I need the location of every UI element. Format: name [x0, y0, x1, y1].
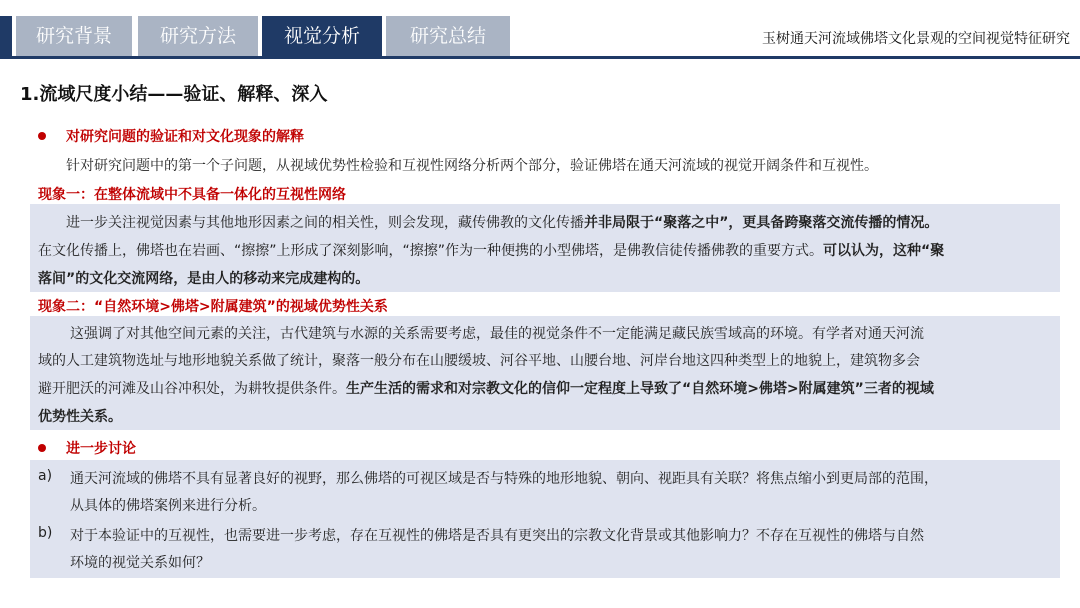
tab-visual-analysis[interactable]: 视觉分析 [262, 16, 382, 56]
phenomenon1-line3: 落间”的文化交流网络，是由人的移动来完成建构的。 [38, 271, 370, 287]
phenomenon2-line1: 这强调了对其他空间元素的关注，古代建筑与水源的关系需要考虑，最佳的视觉条件不一定能满足藏民族雪域高的环境。有学者对通天河流 [70, 326, 924, 342]
phenomenon2-line4: 优势性关系。 [38, 409, 122, 425]
tab-research-summary[interactable]: 研究总结 [386, 16, 510, 56]
phenomenon2-line2: 域的人工建筑物选址与地形地貌关系做了统计，聚落一般分布在山腰缓坡、河谷平地、山腰台地、河岸台地这四种类型上的地貌上，建筑物多会 [38, 353, 920, 369]
section2-heading [38, 438, 136, 458]
phenomenon2-heading: 现象二：“自然环境>佛塔>附属建筑”的视域优势性关系 [38, 299, 388, 315]
bullet-dot-icon [38, 132, 46, 140]
page-title: 1.流域尺度小结——验证、解释、深入 [20, 84, 328, 105]
question-a-label: a) [38, 468, 53, 484]
question-b-line2: 环境的视觉关系如何？ [70, 555, 210, 571]
header-bar [0, 0, 1080, 58]
question-a-line2: 从具体的佛塔案例来进行分析。 [70, 498, 266, 514]
phenomenon1-line2 [38, 240, 944, 260]
question-b-label: b) [38, 525, 53, 541]
phenomenon1-line2-bold: 可以认为，这种“聚 [823, 243, 945, 259]
header-accent [0, 16, 12, 56]
discussion-panel [30, 460, 1060, 578]
phenomenon2-line3-bold: 生产生活的需求和对宗教文化的信仰一定程度上导致了“自然环境>佛塔>附属建筑”三者的视域 [346, 381, 934, 397]
phenomenon2-panel [30, 316, 1060, 430]
section1-intro: 针对研究问题中的第一个子问题，从视域优势性检验和互视性网络分析两个部分，验证佛塔在通天河流域的视觉开阔条件和互视性。 [66, 158, 878, 174]
phenomenon1-line1-text: 进一步关注视觉因素与其他地形因素之间的相关性，则会发现，藏传佛教的文化传播 [66, 215, 584, 231]
phenomenon2-line3 [38, 378, 934, 398]
tab-research-background[interactable]: 研究背景 [16, 16, 132, 56]
question-b-line1: 对于本验证中的互视性，也需要进一步考虑，存在互视性的佛塔是否具有更突出的宗教文化背景或其他影响力？不存在互视性的佛塔与自然 [70, 528, 924, 544]
phenomenon1-heading: 现象一：在整体流域中不具备一体化的互视性网络 [38, 187, 346, 203]
phenomenon1-line2-text: 在文化传播上，佛塔也在岩画、“擦擦”上形成了深刻影响，“擦擦”作为一种便携的小型佛塔，是佛教信徒传播佛教的重要方式。 [38, 243, 824, 259]
header-divider [0, 56, 1080, 59]
phenomenon1-line1 [66, 212, 938, 232]
section2-heading-text: 进一步讨论 [66, 441, 136, 457]
document-title: 玉树通天河流域佛塔文化景观的空间视觉特征研究 [762, 31, 1070, 47]
phenomenon1-panel [30, 204, 1060, 292]
section1-heading-text: 对研究问题的验证和对文化现象的解释 [66, 129, 304, 145]
tab-research-method[interactable]: 研究方法 [138, 16, 258, 56]
section1-heading [38, 126, 304, 146]
bullet-dot-icon [38, 444, 46, 452]
phenomenon2-line3-text: 避开肥沃的河滩及山谷冲积处，为耕牧提供条件。 [38, 381, 346, 397]
phenomenon1-line1-bold: 并非局限于“聚落之中”，更具备跨聚落交流传播的情况。 [584, 215, 939, 231]
question-a-line1: 通天河流域的佛塔不具有显著良好的视野，那么佛塔的可视区域是否与特殊的地形地貌、朝向、视距具有关联？将焦点缩小到更局部的范围， [70, 471, 938, 487]
